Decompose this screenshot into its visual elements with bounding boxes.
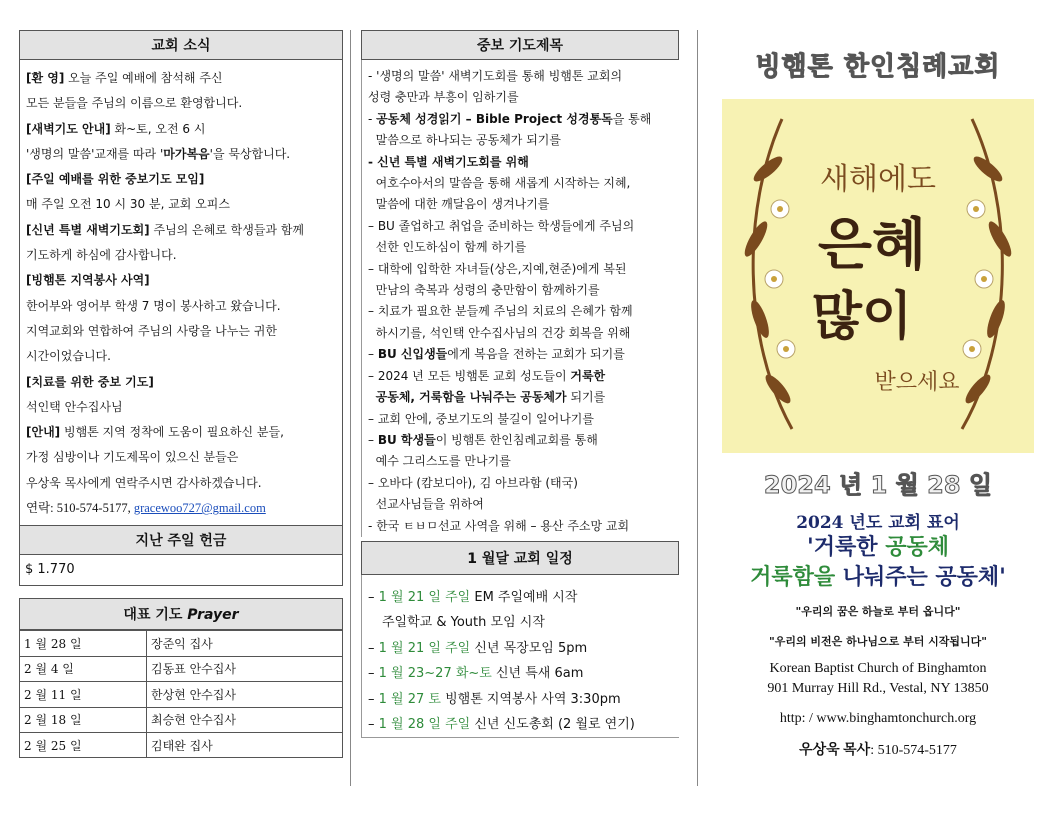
list-item: – 치료가 필요한 분들께 주님의 치료의 은혜가 함께 (368, 304, 633, 319)
left-column (19, 30, 343, 758)
motto-line-2: 거룩함을 나눠주는 공동체' (750, 565, 1006, 590)
art-line-2: 은혜 (817, 213, 927, 278)
table-row (20, 707, 343, 732)
art-line-3: 많이 (811, 287, 913, 347)
list-item: – BU 졸업하고 취업을 준비하는 학생들에게 주님의 (368, 218, 635, 233)
list-item: – 1 월 27 토 빙햄톤 지역봉사 사역 3:30pm (368, 691, 621, 707)
list-item: – 1 월 21 일 주일 EM 주일예배 시작 (368, 589, 578, 605)
prayer-date: 2 월 18 일 (20, 707, 147, 732)
table-row (20, 732, 343, 757)
schedule-list (361, 575, 679, 738)
list-item: – BU 신입생들에게 복음을 전하는 교회가 되기를 (368, 347, 625, 362)
quote-dream: "우리의 꿈은 하늘로 부터 옵니다" (795, 605, 961, 618)
new-year-greeting-art (722, 99, 1034, 453)
motto-heading: 2024 년도 교회 표어 (796, 513, 960, 533)
prayer-table (19, 630, 343, 758)
intercession-meeting-tag: [주일 예배를 위한 중보기도 모임] (26, 172, 205, 187)
intercession-list: - '생명의 말씀' 새벽기도회를 통해 빙햄톤 교회의 성령 충만과 부흥이 임하기를 - 공동체 성경읽기 – Bible Project 성경통독을 통해 말씀으로 하나되는 공동체가 되기를 - 신년 특별 새벽기도회를 위해 여호수아서의 말씀을 통해 새롭게 시작하는 지혜, 말씀에 대한 깨달음이 생겨나기를 – BU 졸업하고 취업을 준비하는 학생들에게 주님의 선한 인도하심이 함께 하기를 – 대학에 입학한 자녀들(상은,지예,현준)에게 복된 만남의 축복과 성령의 충만함이 함께하기를 – 치료가 필요한 분들께 주님의 치료의 은혜가 함께 하시기를, 석인택 안수집사님의 건강 회복을 위해 – BU 신입생들에게 복음을 전하는 교회가 되기를 – 2024 년 모든 빙햄톤 교회 성도들이 거룩한 공동체, 거룩함을 나눠주는 공동체가 되기를 – 교회 안에, 중보기도의 불길이 일어나기를 – BU 학생들이 빙햄톤 한인침례교회를 통해 예수 그리스도를 만나기를 – 오바다 (캄보디아), 김 아브라함 (태국) 선교사님들을 위하여 - 한국 ㅌㅂㅁ선교 사역을 위해 – 용산 주소망 교회 (361, 60, 679, 537)
prayer-leader: 장준익 집사 (147, 631, 343, 656)
welcome-text: 모든 분들을 주님의 이름으로 환영합니다. (26, 96, 243, 111)
list-item: - 공동체 성경읽기 – Bible Project 성경통독을 통해 (368, 111, 652, 126)
list-item: – 대학에 입학한 자녀들(상은,지예,현준)에게 복된 (368, 261, 627, 276)
prayer-date: 2 월 25 일 (20, 732, 147, 757)
prayer-date: 1 월 28 일 (20, 631, 147, 656)
list-item: - 신년 특별 새벽기도회를 위해 (368, 154, 529, 169)
table-row (20, 656, 343, 681)
dawn-prayer-tag: [새벽기도 안내] (26, 121, 111, 136)
prayer-date: 2 월 11 일 (20, 682, 147, 707)
list-item: – 오바다 (캄보디아), 김 아브라함 (태국) (368, 475, 578, 490)
list-item: – BU 학생들이 빙햄톤 한인침례교회를 통해 (368, 432, 598, 447)
news-header: 교회 소식 (19, 30, 343, 60)
offering-header: 지난 주일 헌금 (19, 525, 343, 555)
prayer-header: 대표 기도 Prayer (19, 598, 343, 630)
middle-column (361, 30, 679, 738)
table-row (20, 631, 343, 656)
art-line-1: 새해에도 (820, 162, 936, 197)
prayer-date: 2 월 4 일 (20, 656, 147, 681)
column-divider-1 (350, 30, 351, 786)
schedule-header: 1 월달 교회 일정 (361, 541, 679, 575)
list-item: 주일학교 & Youth 모임 시작 (382, 615, 545, 631)
church-address: Korean Baptist Church of Binghamton 901 Murray Hill Rd., Vestal, NY 13850 (767, 661, 989, 696)
healing-tag: [치료를 위한 중보 기도] (26, 374, 154, 389)
bulletin-date: 2024 년 1 월 28 일 (763, 471, 993, 499)
website-url[interactable]: http: / www.binghamtonchurch.org (779, 711, 977, 726)
prayer-leader: 김태완 집사 (147, 732, 343, 757)
table-row (20, 682, 343, 707)
art-line-4: 받으세요 (874, 370, 960, 395)
quote-vision: "우리의 비전은 하나님으로 부터 시작됩니다" (768, 635, 988, 648)
news-box: [환 영] 오늘 주일 예배에 참석해 주신 모든 분들을 주님의 이름으로 환영합니다. [새벽기도 안내] 화~토, 오전 6 시 '생명의 말씀'교재를 따라 '마가복음'을 묵상합니다. [주일 예배를 위한 중보기도 모임] 매 주일 오전 10 시 30 분, 교회 오피스 [신년 특별 새벽기도회] 주님의 은혜로 학생들과 함께 기도하게 하심에 감사합니다. [빙햄톤 지역봉사 사역] 한어부와 영어부 학생 7 명이 봉사하고 왔습니다. 지역교회와 연합하여 주님의 사랑을 나누는 귀한 시간이었습니다. [치료를 위한 중보 기도] 석인택 안수집사님 [안내] 빙햄톤 지역 정착에 도움이 필요하신 분들, 가정 심방이나 기도제목이 있으신 분들은 우상욱 목사에게 연락주시면 감사하겠습니다. 연락: 510-574-5177, gracewoo727@gmail.com (19, 60, 343, 525)
cover-column (713, 30, 1043, 759)
list-item: – 교회 안에, 중보기도의 불길이 일어나기를 (368, 411, 594, 426)
list-item: – 2024 년 모든 빙햄톤 교회 성도들이 거룩한 (368, 368, 606, 383)
list-item: - 한국 ㅌㅂㅁ선교 사역을 위해 – 용산 주소망 교회 (368, 518, 630, 533)
newyear-prayer-tag: [신년 특별 새벽기도회] (26, 222, 150, 237)
prayer-leader: 최승현 안수집사 (147, 707, 343, 732)
leaf-branch-decoration (722, 99, 1034, 453)
service-tag: [빙햄톤 지역봉사 사역] (26, 273, 150, 288)
offering-amount: $ 1.770 (19, 555, 343, 586)
intercession-header: 중보 기도제목 (361, 30, 679, 60)
list-item: – 1 월 28 일 주일 신년 신도총회 (2 월로 연기) (368, 717, 635, 733)
email-link[interactable]: gracewoo727@gmail.com (133, 501, 266, 516)
motto-line-1: '거룩한 공동체 (807, 535, 949, 560)
column-divider-2 (697, 30, 698, 786)
pastor-contact: 우상욱 목사: 510-574-5177 (799, 743, 957, 758)
welcome-tag: [환 영] (26, 71, 65, 85)
list-item: – 1 월 21 일 주일 신년 목장모임 5pm (368, 640, 588, 656)
notice-tag: [안내] (26, 425, 61, 440)
list-item: - '생명의 말씀' 새벽기도회를 통해 빙햄톤 교회의 (368, 69, 623, 83)
prayer-leader: 김동표 안수집사 (147, 656, 343, 681)
list-item: – 1 월 23~27 화~토 신년 특새 6am (368, 666, 584, 682)
prayer-leader: 한상현 안수집사 (147, 682, 343, 707)
church-name: 빙햄톤 한인침례교회 (755, 52, 1001, 82)
